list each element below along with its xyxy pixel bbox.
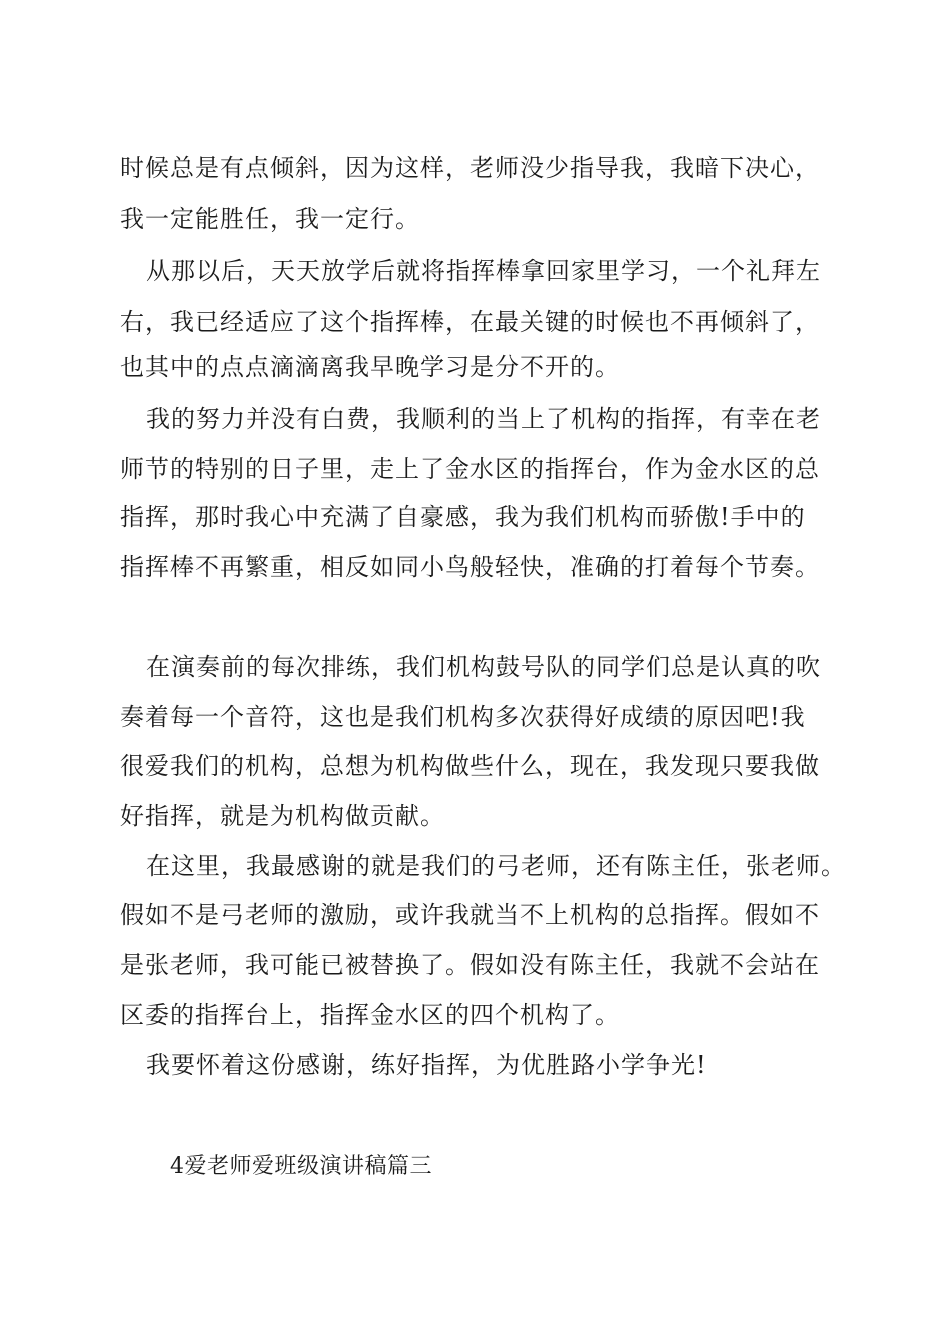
text-line-17: 区委的指挥台上，指挥金水区的四个机构了。	[120, 1001, 620, 1029]
text-line-10: 在演奏前的每次排练，我们机构鼓号队的同学们总是认真的吹	[146, 653, 821, 681]
text-line-8: 指挥，那时我心中充满了自豪感，我为我们机构而骄傲!手中的	[120, 503, 806, 531]
text-line-13: 好指挥，就是为机构做贡献。	[120, 802, 445, 830]
section-heading: 4爱老师爱班级演讲稿篇三	[170, 1154, 432, 1179]
text-line-3: 从那以后，天天放学后就将指挥棒拿回家里学习，一个礼拜左	[146, 257, 821, 285]
text-line-15: 假如不是弓老师的激励，或许我就当不上机构的总指挥。假如不	[120, 901, 820, 929]
text-line-6: 我的努力并没有白费，我顺利的当上了机构的指挥，有幸在老	[146, 405, 821, 433]
text-line-11: 奏着每一个音符，这也是我们机构多次获得好成绩的原因吧!我	[120, 703, 806, 731]
text-line-9: 指挥棒不再繁重，相反如同小鸟般轻快，准确的打着每个节奏。	[120, 553, 820, 581]
text-line-12: 很爱我们的机构，总想为机构做些什么，现在，我发现只要我做	[120, 752, 820, 780]
text-line-5: 也其中的点点滴滴离我早晚学习是分不开的。	[120, 353, 620, 381]
text-line-4: 右，我已经适应了这个指挥棒，在最关键的时候也不再倾斜了，	[120, 308, 820, 336]
text-line-2: 我一定能胜任，我一定行。	[120, 205, 420, 233]
text-line-18: 我要怀着这份感谢，练好指挥，为优胜路小学争光!	[146, 1051, 707, 1079]
text-line-7: 师节的特别的日子里，走上了金水区的指挥台，作为金水区的总	[120, 455, 820, 483]
text-line-1: 时候总是有点倾斜，因为这样，老师没少指导我，我暗下决心，	[120, 154, 820, 182]
text-line-14: 在这里，我最感谢的就是我们的弓老师，还有陈主任，张老师。	[146, 852, 846, 880]
text-line-16: 是张老师，我可能已被替换了。假如没有陈主任，我就不会站在	[120, 951, 820, 979]
